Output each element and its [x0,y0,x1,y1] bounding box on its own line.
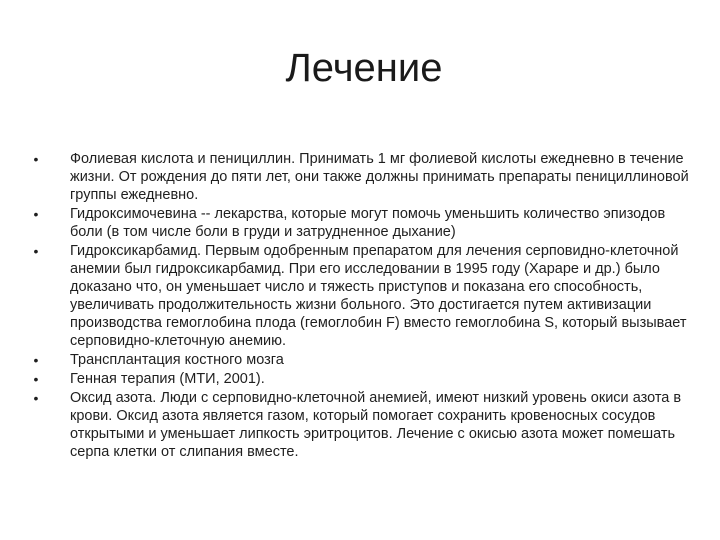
bullet-text: Гидроксикарбамид. Первым одобренным препаратом для лечения серповидно-клеточной анемии был гидроксикарбамид. При его исследовании в 1995 году (Хараре и др.) было доказано что, он уменьшает число и тяжесть приступов и показана его способность, увеличивать продолжительность жизни больного. Это достигается путем активизации производства гемоглобина плода (гемоглобин F) вместо гемоглобина S, который вызывает серповидно-клеточную анемию. [70,243,687,349]
bullet-text: Фолиевая кислота и пенициллин. Принимать 1 мг фолиевой кислоты ежедневно в течение жизни. От рождения до пяти лет, они также должны принимать препараты пенициллиновой группы ежедневно. [70,151,689,203]
bullet-text: Генная терапия (МТИ, 2001). [70,371,265,387]
bullet-list [30,150,700,462]
bullet-dot-icon: • [33,151,39,167]
bullet-dot-icon: • [33,371,39,387]
bullet-dot-icon: • [33,390,39,406]
bullet-text: Гидроксимочевина -- лекарства, которые могут помочь уменьшить количество эпизодов боли (в том числе боли в груди и затрудненное дыхание) [70,206,666,240]
bullet-dot-icon: • [33,352,39,368]
bullet-item-hydroxycarbamide [30,242,700,350]
bullet-item-nitric-oxide [30,389,700,461]
bullet-item-gene-therapy [30,370,700,388]
bullet-item-bone-marrow [30,351,700,369]
bullet-text: Оксид азота. Люди с серповидно-клеточной анемией, имеют низкий уровень окиси азота в крови. Оксид азота является газом, который помогает сохранить кровеносных сосудов открытыми и уменьшает липкость эритроцитов. Лечение с окисью азота может помешать серпа клетки от слипания вместе. [70,390,682,460]
bullet-item-folic-acid [30,150,700,204]
bullet-dot-icon: • [33,243,39,259]
bullet-item-hydroxyurea [30,205,700,241]
bullet-text: Трансплантация костного мозга [70,352,284,368]
bullet-dot-icon: • [33,206,39,222]
slide-title: Лечение [285,46,443,90]
